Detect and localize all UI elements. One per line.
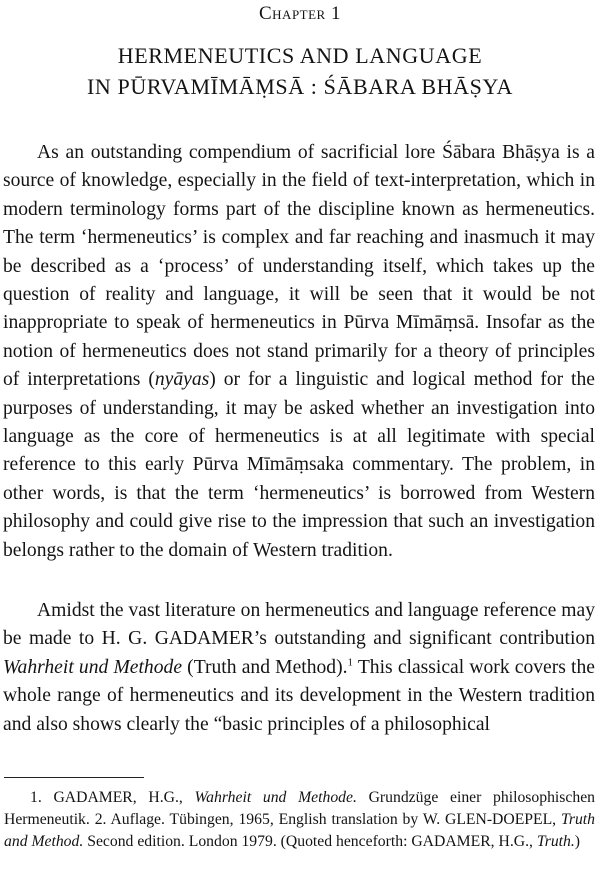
paragraph-1-text [3,139,595,565]
paragraph-2-part-1: Amidst the vast literature on hermeneutics and language reference may be made to H. G. GADAMER’s outstanding and significant contribution [3,600,595,650]
chapter-title-line-2: IN PŪRVAMĪMĀṂSĀ : ŚĀBARA BHĀṢYA [87,74,513,99]
footnote-part-1: 1. GADAMER, H.G., [30,789,195,806]
footnote-book-2: Truth and Method. [4,811,595,850]
footnote-book-3: Truth. [536,833,575,850]
paragraph-1-part-1: As an outstanding compendium of sacrificial lore Śābara Bhāṣya is a source of knowledge, especially in the field of text-interpretation, which in modern terminology forms part of the discipline known as hermeneutics. The term ‘hermeneutics’ is complex and far reaching and inasmuch it may be described as a ‘process’ of understanding itself, which takes up the question of reality and language, it will be seen that it would be not inappropriate to speak of hermeneutics in Pūrva Mīmāṃsā. Insofar as the notion of hermeneutics does not stand primarily for a theory of principles of interpretations ( [3,142,595,391]
body-paragraph-1 [3,139,595,565]
paragraph-1-part-2: ) or for a linguistic and logical method for the purposes of understanding, it may be asked whether an investigation into language as the core of hermeneutics is at all legitimate with special reference to this early Pūrva Mīmāṃsaka commentary. The problem, in other words, is that the term ‘hermeneutics’ is borrowed from Western philosophy and could give rise to the impression that such an investigation belongs rather to the domain of Western tradition. [3,369,595,561]
footnote-part-2: Grundzüge einer philosophischen Hermeneutik. 2. Auflage. Tübingen, 1965, English translation by W. GLEN-DOEPEL, [4,789,596,828]
paragraph-2-part-3: This classical work covers the whole range of hermeneutics and its development in the Western tradition and also shows clearly the “basic principles of a philosophical [3,656,595,735]
footnote-part-3: Second edition. London 1979. (Quoted henceforth: GADAMER, H.G., [83,833,537,850]
footnote-1 [4,787,595,853]
chapter-title-line-1: HERMENEUTICS AND LANGUAGE [117,43,483,68]
footnote-reference[interactable]: 1 [347,656,354,669]
paragraph-1-term-nyayas: nyāyas [154,369,210,391]
chapter-title [0,40,600,102]
body-paragraph-2 [3,597,595,739]
footnote-part-4: ) [574,833,581,850]
footnote-1-text [4,787,595,853]
footnote-book-1: Wahrheit und Methode. [194,789,357,806]
paragraph-2-book-title: Wahrheit und Methode [3,656,183,678]
footnote-separator [4,777,144,778]
paragraph-2-text [3,597,595,739]
chapter-heading: Chapter 1 [259,3,341,24]
paragraph-2-part-2: (Truth and Method). [182,656,348,678]
